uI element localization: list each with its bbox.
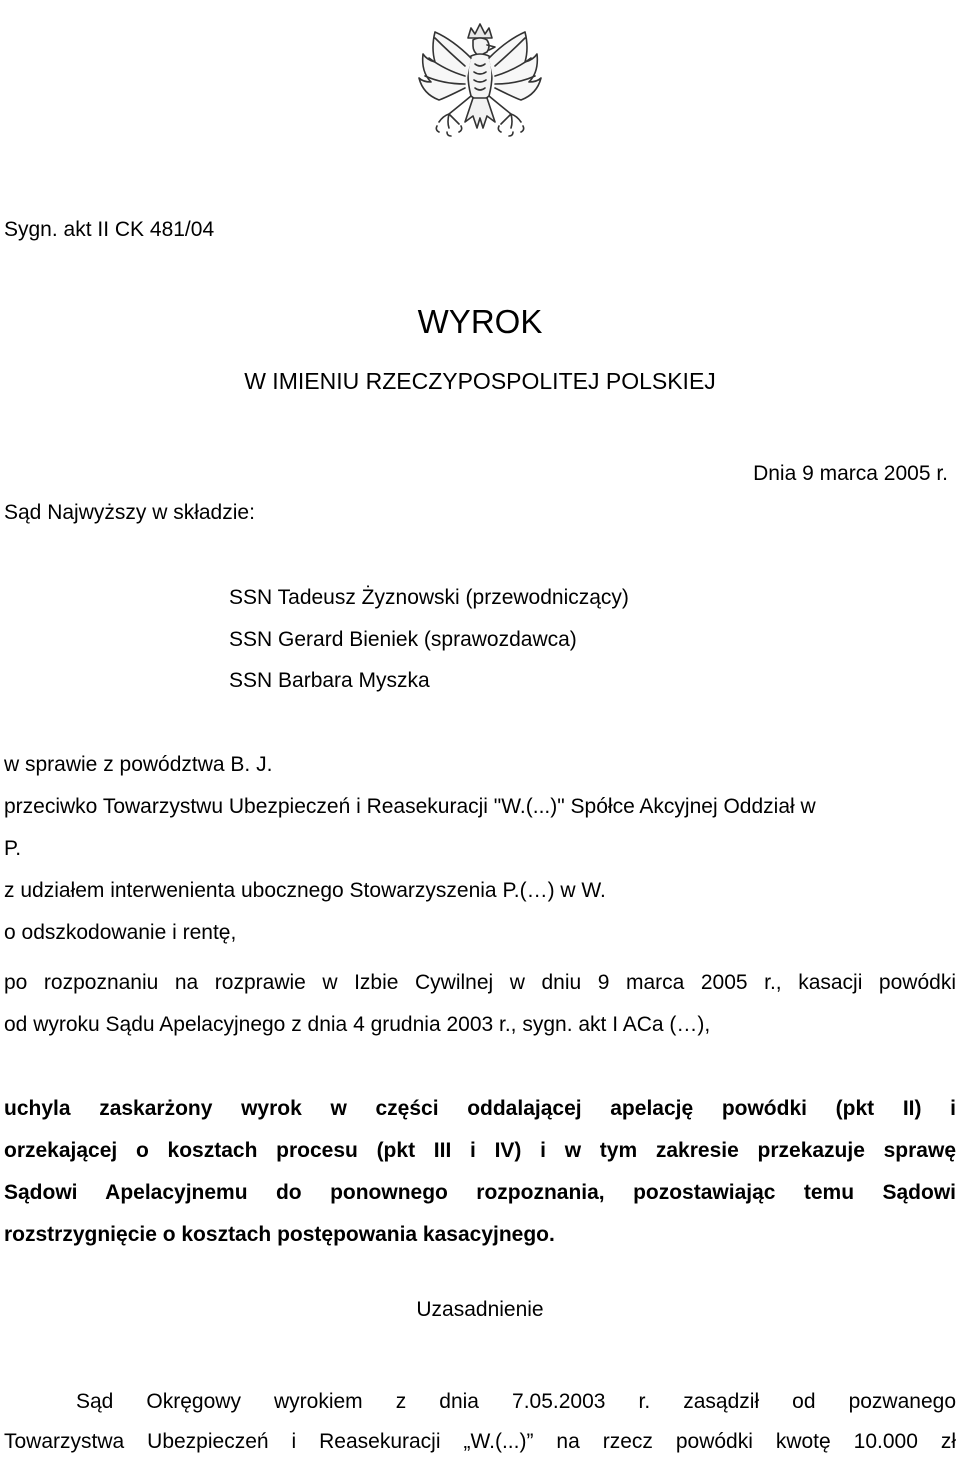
ruling-line: Sądowi Apelacyjnemu do ponownego rozpoznania, pozostawiając temu Sądowi <box>4 1181 956 1204</box>
judgment-date: Dnia 9 marca 2005 r. <box>753 462 948 485</box>
judge-presiding: SSN Tadeusz Żyznowski (przewodniczący) <box>229 586 629 609</box>
case-defendant-line: przeciwko Towarzystwu Ubezpieczeń i Reasekuracji "W.(...)" Spółce Akcyjnej Oddział w <box>4 795 816 818</box>
court-composition-label: Sąd Najwyższy w składzie: <box>4 501 255 524</box>
ruling-line: orzekającej o kosztach procesu (pkt III i IV) i w tym zakresie przekazuje sprawę <box>4 1139 956 1162</box>
justification-line: Towarzystwa Ubezpieczeń i Reasekuracji „W.(...)” na rzecz powódki kwotę 10.000 zł <box>4 1430 956 1453</box>
judge-rapporteur: SSN Gerard Bieniek (sprawozdawca) <box>229 628 577 651</box>
case-procedure-block <box>4 962 956 1046</box>
judge-member: SSN Barbara Myszka <box>229 669 430 692</box>
case-plaintiff-line: w sprawie z powództwa B. J. <box>4 753 273 776</box>
justification-body <box>4 1382 956 1462</box>
polish-eagle-emblem-icon <box>405 18 555 158</box>
case-procedure-line: po rozpoznaniu na rozprawie w Izbie Cywilnej w dniu 9 marca 2005 r., kasacji powódki <box>4 971 956 994</box>
document-subtitle: W IMIENIU RZECZYPOSPOLITEJ POLSKIEJ <box>244 368 716 394</box>
justification-line: Sąd Okręgowy wyrokiem z dnia 7.05.2003 r. zasądził od pozwanego <box>76 1390 956 1413</box>
case-signature: Sygn. akt II CK 481/04 <box>4 218 215 241</box>
case-subject-line: o odszkodowanie i rentę, <box>4 921 237 944</box>
ruling-line: uchyla zaskarżony wyrok w części oddalającej apelację powódki (pkt II) i <box>4 1097 956 1120</box>
ruling-block <box>4 1088 956 1256</box>
document-title: WYROK <box>417 303 543 340</box>
justification-heading: Uzasadnienie <box>416 1298 544 1321</box>
case-defendant-line-cont: P. <box>4 837 22 860</box>
ruling-line: rozstrzygnięcie o kosztach postępowania kasacyjnego. <box>4 1223 555 1246</box>
case-intervener-line: z udziałem interwenienta ubocznego Stowarzyszenia P.(…) w W. <box>4 879 606 902</box>
case-appeal-line: od wyroku Sądu Apelacyjnego z dnia 4 grudnia 2003 r., sygn. akt I ACa (…), <box>4 1013 711 1036</box>
